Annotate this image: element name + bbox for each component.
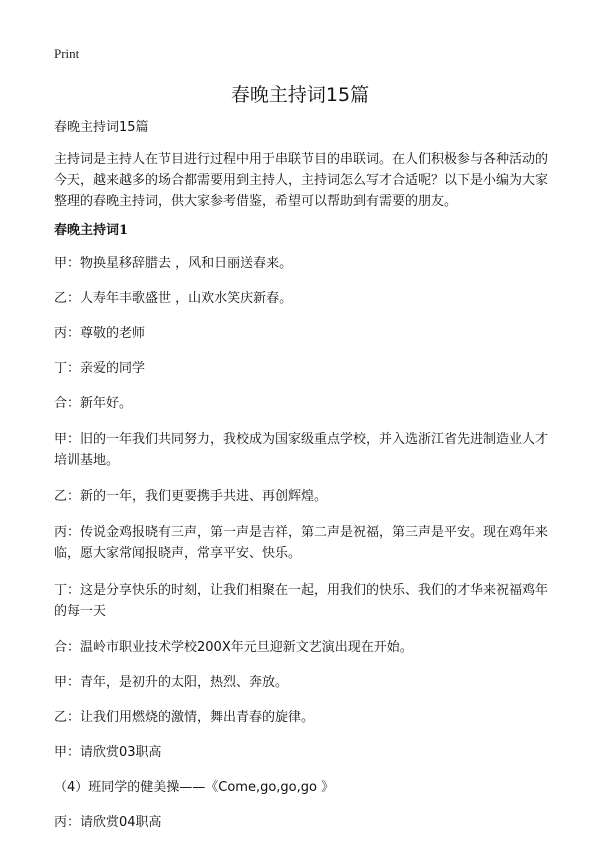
script-line: 丁：亲爱的同学 (54, 361, 146, 376)
print-label[interactable]: Print (54, 46, 80, 61)
script-line: 丙：请欣赏04职高 (54, 815, 162, 830)
script-line: 丁：这是分享快乐的时刻，让我们相聚在一起，用我们的快乐、我们的才华来祝福鸡年的每一天 (54, 583, 549, 619)
script-line: 甲：物换星移辞腊去 ，风和日丽送春来。 (54, 256, 293, 271)
script-line: 甲：青年，是初升的太阳，热烈、奔放。 (54, 675, 289, 690)
page-title: 春晚主持词15篇 (230, 84, 370, 106)
script-line: 乙：新的一年，我们更要携手共进、再创辉煌。 (54, 489, 328, 504)
script-line: 丙：尊敬的老师 (54, 326, 146, 341)
script-line: 合：温岭市职业技术学校200X年元旦迎新文艺演出现在开始。 (54, 640, 413, 655)
script-line: 合：新年好。 (54, 396, 133, 411)
script-line: 甲：请欣赏03职高 (54, 745, 162, 760)
script-line: 甲：旧的一年我们共同努力，我校成为国家级重点学校，并入选浙江省先进制造业人才培训基地。 (54, 432, 549, 468)
script-line: 乙：让我们用燃烧的激情，舞出青春的旋律。 (54, 710, 315, 725)
intro-paragraph: 主持词是主持人在节目进行过程中用于串联节目的串联词。在人们积极参与各种活动的今天，越来越多的场合都需要用到主持人，主持词怎么写才合适呢？以下是小编为大家整理的春晚主持词，供大家参考借鉴，希望可以帮助到有需要的朋友。 (54, 152, 549, 209)
document-body (54, 118, 554, 848)
script-line: 乙：人寿年丰歌盛世 ，山欢水笑庆新春。 (54, 291, 293, 306)
document-subtitle: 春晚主持词15篇 (54, 120, 149, 135)
section-heading: 春晚主持词1 (54, 223, 129, 238)
script-line: （4）班同学的健美操——《Come,go,go,go 》 (54, 780, 335, 795)
script-line: 丙：传说金鸡报晓有三声，第一声是吉祥，第二声是祝福，第三声是平安。现在鸡年来临，愿大家常闻报晓声，常享平安、快乐。 (54, 525, 549, 561)
